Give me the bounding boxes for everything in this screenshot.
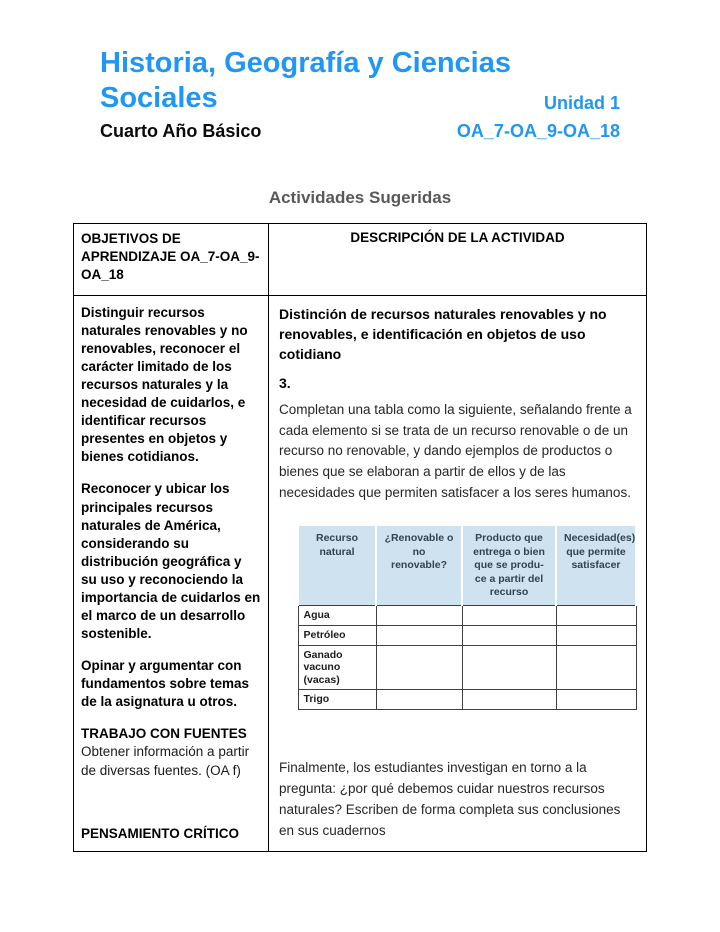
activities-table-header-row [74, 223, 647, 295]
resource-table-row [298, 645, 636, 690]
oa-codes: OA_7-OA_9-OA_18 [456, 120, 620, 141]
activity-paragraph: Completan una tabla como la siguiente, señalando frente a cada elemento si se trata de un recurso renovable o de un recurso no renovable, y dando ejemplos de productos o bienes que se elaboran a partir de ellos y de las necesidades que permiten satisfacer a los seres humanos. [279, 401, 632, 501]
objective-paragraph: Distinguir recursos naturales renovables y no renovables, reconocer el carácter limitado de los recursos naturales y la necesidad de cuidarlos, e identificar recursos presentes en objetos y bienes cotidianos. [81, 304, 248, 465]
resource-row-label: Agua [298, 606, 376, 626]
resource-input-cell [462, 690, 556, 710]
activity-description-header: DESCRIPCIÓN DE LA ACTIVIDAD [269, 223, 647, 295]
unit-label: Unidad 1 [543, 92, 620, 113]
resource-input-cell [462, 626, 556, 646]
resource-input-cell [376, 626, 462, 646]
objectives-header: OBJETIVOS DE APRENDIZAJE OA_7-OA_9-OA_18 [74, 223, 269, 295]
resource-input-cell [376, 606, 462, 626]
activity-number: 3. [279, 374, 291, 391]
resource-table-row [298, 626, 636, 646]
resource-table-row [298, 690, 636, 710]
resource-table-header: ¿Renovable o no renovable? [376, 525, 462, 606]
activity-closing-paragraph: Finalmente, los estudiantes investigan en torno a la pregunta: ¿por qué debemos cuidar nuestros recursos naturales? Escriben de forma completa sus conclusiones en sus cuadernos [279, 760, 621, 838]
trabajo-fuentes-heading: TRABAJO CON FUENTES [81, 726, 247, 742]
resource-input-cell [376, 645, 462, 690]
header-right [457, 93, 620, 142]
resource-table-header: Producto que entrega o bien que se produ-ce a partir del recurso [462, 525, 556, 606]
resource-row-label: Trigo [298, 690, 376, 710]
resource-input-cell [556, 626, 636, 646]
objective-paragraph: Opinar y argumentar con fundamentos sobre temas de la asignatura u otros. [81, 658, 250, 710]
resource-table-header-row [298, 525, 636, 606]
resource-row-label: Petróleo [298, 626, 376, 646]
resource-input-cell [556, 690, 636, 710]
resource-input-cell [462, 645, 556, 690]
activity-intro: Distinción de recursos naturales renovables y no renovables, e identificación en objetos de uso cotidiano [279, 305, 607, 363]
resource-table-row [298, 606, 636, 626]
resource-input-cell [462, 606, 556, 626]
resource-table-header: Recurso natural [298, 525, 376, 606]
fuentes-text: Obtener información a partir de diversas fuentes. (OA f) [81, 744, 250, 779]
activity-cell [269, 295, 647, 852]
activities-table [73, 223, 647, 853]
activities-table-body-row [74, 295, 647, 852]
resource-table-header: Necesidad(es) que permite satisfacer [556, 525, 636, 606]
resource-row-label: Ganado vacuno (vacas) [298, 645, 376, 690]
subject-title: Historia, Geografía y Ciencias Sociales [100, 47, 511, 115]
objectives-cell [74, 295, 269, 852]
section-title: Actividades Sugeridas [268, 187, 452, 207]
resource-input-cell [556, 645, 636, 690]
document-header [100, 46, 620, 142]
objective-paragraph: Reconocer y ubicar los principales recursos naturales de América, considerando su distribución geográfica y su uso y reconociendo la importancia de cuidarlos en el marco de un desarrollo sostenible. [81, 481, 261, 642]
resource-table [297, 524, 637, 710]
resource-input-cell [376, 690, 462, 710]
pensamiento-critico-heading: PENSAMIENTO CRÍTICO [81, 826, 240, 842]
resource-input-cell [556, 606, 636, 626]
grade-level: Cuarto Año Básico [100, 120, 262, 141]
